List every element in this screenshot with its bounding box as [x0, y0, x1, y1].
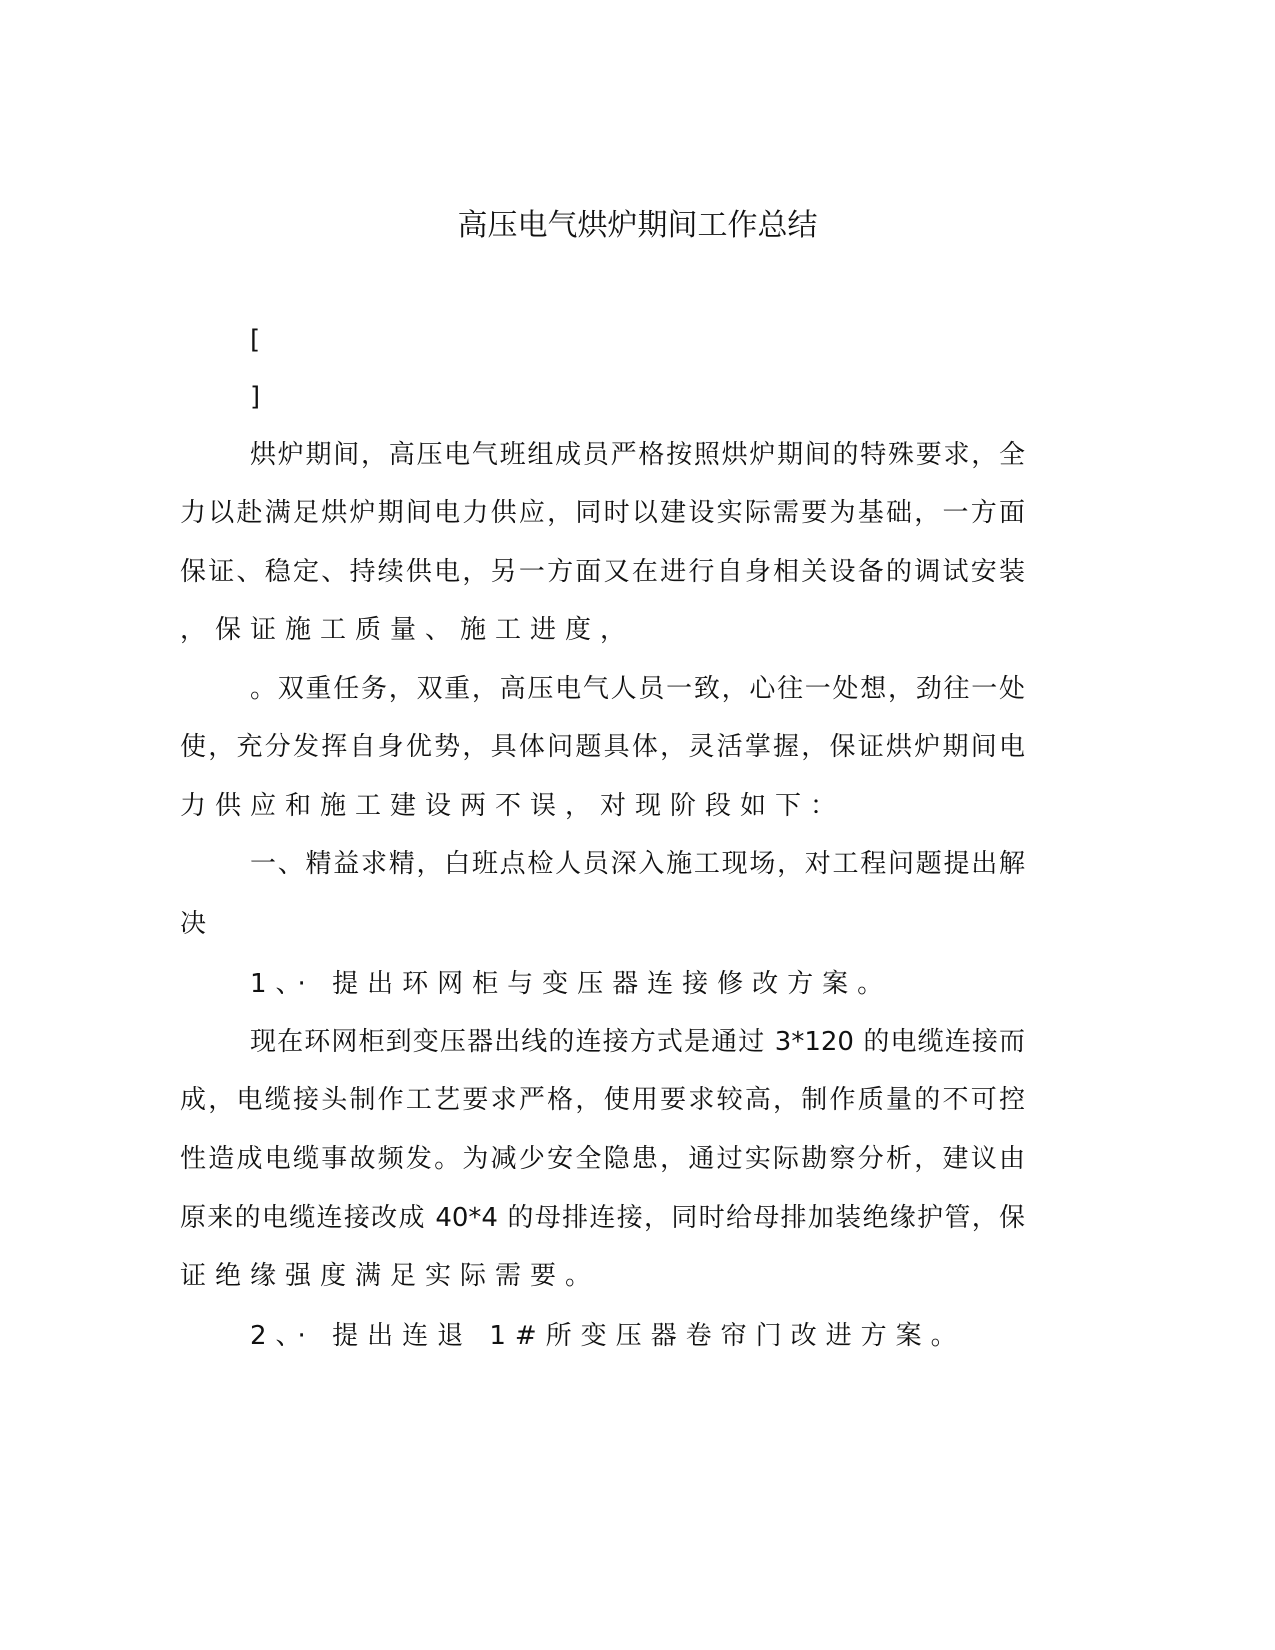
paragraph-line: 力以赴满足烘炉期间电力供应，同时以建设实际需要为基础，一方面 [180, 498, 1025, 528]
section-heading: 一、精益求精，白班点检人员深入施工现场，对工程问题提出解 [250, 849, 1025, 879]
item-heading: 2、· 提出连退 1#所变压器卷帘门改进方案。 [250, 1321, 966, 1351]
paragraph-line: 原来的电缆连接改成 40*4 的母排连接，同时给母排加装绝缘护管，保 [180, 1203, 1025, 1233]
section-heading: 决 [180, 909, 216, 939]
paragraph-line: 成，电缆接头制作工艺要求严格，使用要求较高，制作质量的不可控 [180, 1085, 1025, 1115]
paragraph-line: 力供应和施工建设两不误，对现阶段如下： [180, 791, 846, 821]
item-heading: 1、· 提出环网柜与变压器连接修改方案。 [250, 969, 893, 999]
paragraph-line: 证绝缘强度满足实际需要。 [180, 1261, 601, 1291]
bracket-open: [ [250, 325, 270, 355]
paragraph-line: ，保证施工质量、施工进度， [180, 615, 636, 645]
paragraph-line: 保证、稳定、持续供电，另一方面又在进行自身相关设备的调试安装 [180, 557, 1025, 587]
paragraph-line: 性造成电缆事故频发。为减少安全隐患，通过实际勘察分析，建议由 [180, 1144, 1025, 1174]
bracket-close: ] [250, 382, 270, 412]
paragraph-line: 现在环网柜到变压器出线的连接方式是通过 3*120 的电缆连接而 [250, 1027, 1025, 1057]
paragraph-line: 使，充分发挥自身优势，具体问题具体，灵活掌握，保证烘炉期间电 [180, 732, 1025, 762]
paragraph-line: 烘炉期间，高压电气班组成员严格按照烘炉期间的特殊要求，全 [250, 440, 1025, 470]
document-title: 高压电气烘炉期间工作总结 [457, 208, 818, 243]
paragraph-line: 。双重任务，双重，高压电气人员一致，心往一处想，劲往一处 [250, 674, 1025, 704]
